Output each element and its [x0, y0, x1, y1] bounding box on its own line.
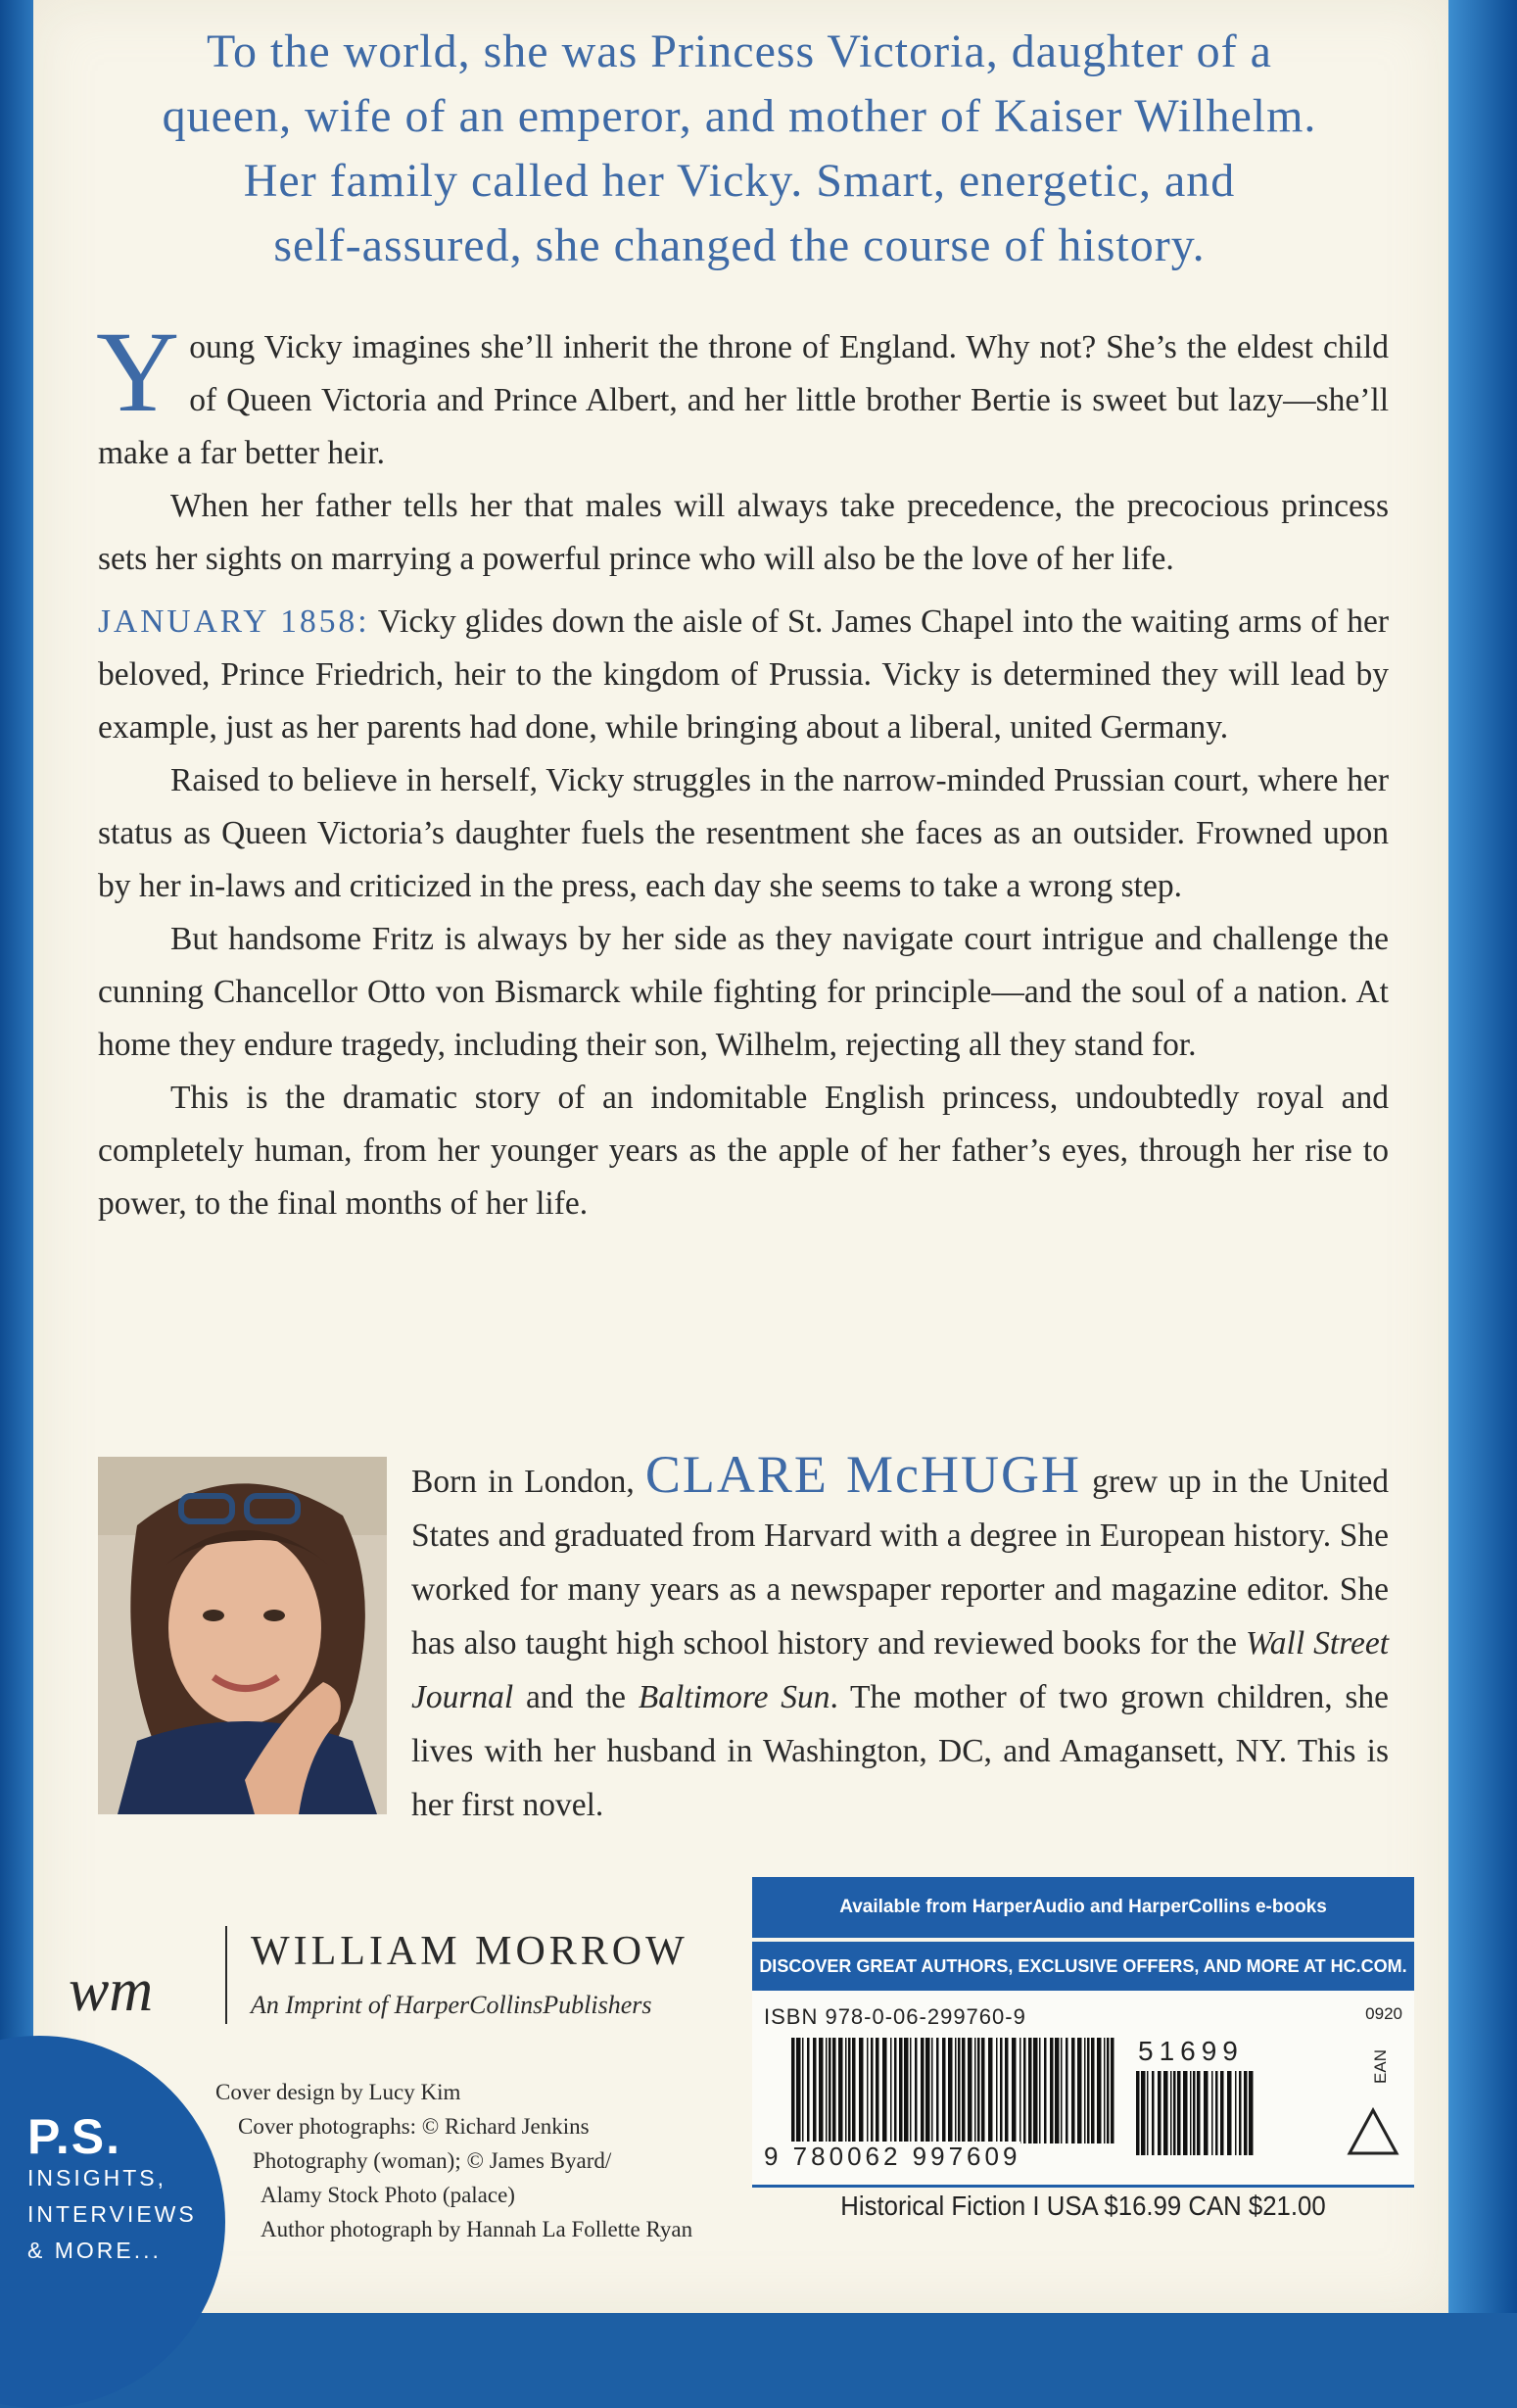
addon-barcode [1136, 2071, 1254, 2159]
barcode-bar [1173, 2071, 1176, 2155]
barcode-bar [1066, 2038, 1068, 2143]
barcode-bar [1152, 2071, 1155, 2155]
barcode-bar [1087, 2038, 1090, 2143]
bio-text: grew up in the United States and graduated from Harvard with a degree in European history. She worked for many years as a newspaper reporter and magazine editor. She has also taught high school history and reviewed books for the [411, 1464, 1389, 1662]
barcode-bar [1204, 2071, 1209, 2155]
ean-digits: 9 780062 997609 [764, 2142, 1021, 2171]
barcode-bar [826, 2038, 828, 2143]
barcode-bar [1104, 2038, 1106, 2143]
barcode-bar [1050, 2038, 1054, 2143]
barcode-bar [1005, 2038, 1009, 2143]
barcode-bar [859, 2038, 864, 2143]
william-morrow-logo [67, 1961, 213, 2030]
barcode-bar [1147, 2071, 1149, 2155]
description-paragraph: But handsome Fritz is always by her side as they navigate court intrigue and challenge the cunning Chancellor Otto von Bismarck while fighting for principle—and the soul of a nation. At home they endure tragedy, including their son, Wilhelm, rejecting all they stand for. [98, 921, 1389, 1063]
barcode-bar [1000, 2038, 1003, 2143]
publisher-name: WILLIAM MORROW [251, 1929, 688, 1974]
publication-name: Wall Street Journal [411, 1625, 1390, 1715]
barcode-bar [955, 2038, 957, 2143]
barcode-bar [981, 2038, 985, 2143]
ps-line: INSIGHTS, [27, 2165, 167, 2191]
barcode-bar [1061, 2038, 1063, 2143]
barcode-bar [1077, 2038, 1082, 2143]
barcode-bar [1227, 2071, 1232, 2155]
barcode-bar [936, 2038, 939, 2143]
book-description [96, 308, 1389, 1230]
barcode-bar [1215, 2071, 1218, 2155]
ps-line: INTERVIEWS [27, 2201, 197, 2227]
author-bio [411, 1445, 1390, 1832]
barcode-bar [819, 2038, 824, 2143]
barcode-bar [867, 2038, 869, 2143]
availability-banner: Available from HarperAudio and HarperCollins e-books [752, 1877, 1414, 1938]
barcode-bar [1197, 2071, 1201, 2155]
barcode-bar [942, 2038, 946, 2143]
tagline-line: To the world, she was Princess Victoria, daughter of a [207, 25, 1272, 77]
imprint-suffix: Publishers [543, 1991, 652, 2019]
barcode-bar [1028, 2038, 1032, 2143]
ps-line: & MORE... [27, 2238, 162, 2263]
barcode-bar [894, 2038, 897, 2143]
author-photo [98, 1457, 387, 1814]
barcode-bar [1091, 2038, 1095, 2143]
ean-barcode [791, 2038, 1114, 2157]
description-paragraph: This is the dramatic story of an indomitable English princess, undoubtedly royal and completely human, from her younger years as the apple of her father’s eyes, through her rise to power, to the final months of her life. [98, 1080, 1389, 1222]
barcode-bar [1177, 2071, 1181, 2155]
barcode-bar [1111, 2038, 1114, 2143]
barcode-bar [1170, 2071, 1172, 2155]
drop-cap: Y [96, 308, 180, 436]
barcode-bar [802, 2038, 804, 2143]
barcode-panel [752, 1991, 1414, 2188]
tagline [59, 20, 1420, 278]
barcode-bar [1183, 2071, 1188, 2155]
barcode-bar [1190, 2071, 1192, 2155]
barcode-bar [1107, 2038, 1110, 2143]
publication-name: Baltimore Sun [638, 1679, 830, 1715]
barcode-bar [796, 2038, 801, 2143]
logo-text: wm [69, 1961, 154, 2024]
barcode-bar [882, 2038, 887, 2143]
bio-text: . The mother of two grown children, she lives with her husband in Washington, DC, and Amagansett, NY. This is her first novel. [411, 1679, 1389, 1823]
barcode-bar [988, 2038, 993, 2143]
cover-credits [215, 2075, 692, 2246]
barcode-bar [962, 2038, 966, 2143]
barcode-bar [1071, 2038, 1075, 2143]
price-code: 0920 [1365, 2004, 1402, 2023]
paragraph-text: Vicky glides down the aisle of St. James Chapel into the waiting arms of her beloved, Prince Friedrich, heir to the kingdom of Prussia. Vicky is determined they will lead by example, just as her parents had done, while bringing about a liberal, united Germany. [98, 603, 1389, 746]
barcode-bar [1012, 2038, 1017, 2143]
date-heading: JANUARY 1858: [98, 603, 370, 640]
barcode-bar [1158, 2071, 1161, 2155]
barcode-bar [1249, 2071, 1254, 2155]
discover-banner: DISCOVER GREAT AUTHORS, EXCLUSIVE OFFERS, AND MORE AT HC.COM. [752, 1942, 1414, 1991]
barcode-bar [1141, 2071, 1146, 2155]
barcode-bar [1033, 2038, 1038, 2143]
credit-line: Alamy Stock Photo (palace) [261, 2183, 515, 2207]
barcode-bar [921, 2038, 924, 2143]
barcode-bar [838, 2038, 843, 2143]
barcode-bar [852, 2038, 856, 2143]
barcode-bar [974, 2038, 976, 2143]
imprint-prefix: An Imprint of HarperCollins [251, 1991, 544, 2019]
tagline-line: Her family called her Vicky. Smart, energetic, and [243, 155, 1236, 207]
paragraph-text: oung Vicky imagines she’ll inherit the throne of England. Why not? She’s the eldest child of Queen Victoria and Prince Albert, and her little brother Bertie is sweet but lazy—she’ll make a far better heir. [98, 329, 1389, 471]
author-portrait-image [98, 1457, 387, 1814]
barcode-bar [948, 2038, 953, 2143]
triangle-icon [1346, 2106, 1400, 2157]
barcode-bar [1211, 2071, 1213, 2155]
barcode-bar [1239, 2071, 1242, 2155]
barcode-bar [848, 2038, 851, 2143]
barcode-bar [958, 2038, 961, 2143]
barcode-bar [871, 2038, 874, 2143]
barcode-bar [813, 2038, 817, 2143]
logo-divider [225, 1926, 227, 2024]
credit-line: Cover design by Lucy Kim [215, 2080, 461, 2104]
description-paragraph: Raised to believe in herself, Vicky struggles in the narrow-minded Prussian court, where her status as Queen Victoria’s daughter fuels the resentment she faces as an outsider. Frowned upon by her in-laws and criticized in the press, each day she seems to take a wrong step. [98, 762, 1389, 904]
barcode-bar [910, 2038, 912, 2143]
barcode-bar [1084, 2038, 1086, 2143]
ps-lines [27, 2160, 197, 2269]
barcode-bar [807, 2038, 810, 2143]
credit-line: Photography (woman); © James Byard/ [253, 2148, 612, 2173]
ps-title: P.S. [27, 2109, 122, 2164]
barcode-bar [1039, 2038, 1041, 2143]
cover-right-edge [1448, 0, 1517, 2313]
barcode-bar [1023, 2038, 1026, 2143]
barcode-bar [904, 2038, 909, 2143]
addon-digits: 51699 [1138, 2036, 1244, 2066]
barcode-bar [1044, 2038, 1047, 2143]
barcode-bar [876, 2038, 879, 2143]
imprint-line [251, 1991, 652, 2020]
author-name: CLARE McHUGH [644, 1445, 1082, 1504]
barcode-bar [845, 2038, 847, 2143]
barcode-bar [1019, 2038, 1021, 2143]
barcode-bar [996, 2038, 998, 2143]
barcode-bar [1097, 2038, 1102, 2143]
barcode-bar [931, 2038, 933, 2143]
barcode-bar [977, 2038, 980, 2143]
bio-text: Born in London, [411, 1464, 645, 1500]
ean-label: EAN [1371, 2049, 1390, 2084]
barcode-bar [1244, 2071, 1248, 2155]
wm-logo-icon [67, 1961, 213, 2030]
isbn-text: ISBN 978-0-06-299760-9 [764, 2004, 1026, 2029]
barcode-bar [791, 2038, 795, 2143]
description-paragraph: When her father tells her that males will always take precedence, the precocious princess sets her sights on marrying a powerful prince who will also be the love of her life. [98, 488, 1389, 577]
barcode-bar [925, 2038, 930, 2143]
description-paragraph [98, 596, 1389, 754]
barcode-bar [829, 2038, 831, 2143]
credit-line: Cover photographs: © Richard Jenkins [238, 2114, 590, 2139]
cover-left-edge [0, 0, 33, 2313]
tagline-line: queen, wife of an emperor, and mother of Kaiser Wilhelm. [162, 90, 1317, 142]
barcode-bar [1136, 2071, 1140, 2155]
barcode-bar [968, 2038, 972, 2143]
barcode-bar [1235, 2071, 1237, 2155]
tagline-line: self-assured, she changed the course of history. [273, 219, 1206, 271]
bio-text: and the [513, 1679, 639, 1715]
credit-line: Author photograph by Hannah La Follette Ryan [261, 2217, 693, 2241]
category-price-line: Historical Fiction I USA $16.99 CAN $21.00 [840, 2191, 1326, 2221]
barcode-bar [1220, 2071, 1224, 2155]
barcode-bar [1193, 2071, 1196, 2155]
barcode-bar [890, 2038, 892, 2143]
description-paragraph [96, 308, 1389, 480]
barcode-bar [832, 2038, 836, 2143]
barcode-bar [1055, 2038, 1060, 2143]
barcode-bar [899, 2038, 903, 2143]
barcode-bar [1163, 2071, 1168, 2155]
barcode-bar [915, 2038, 918, 2143]
